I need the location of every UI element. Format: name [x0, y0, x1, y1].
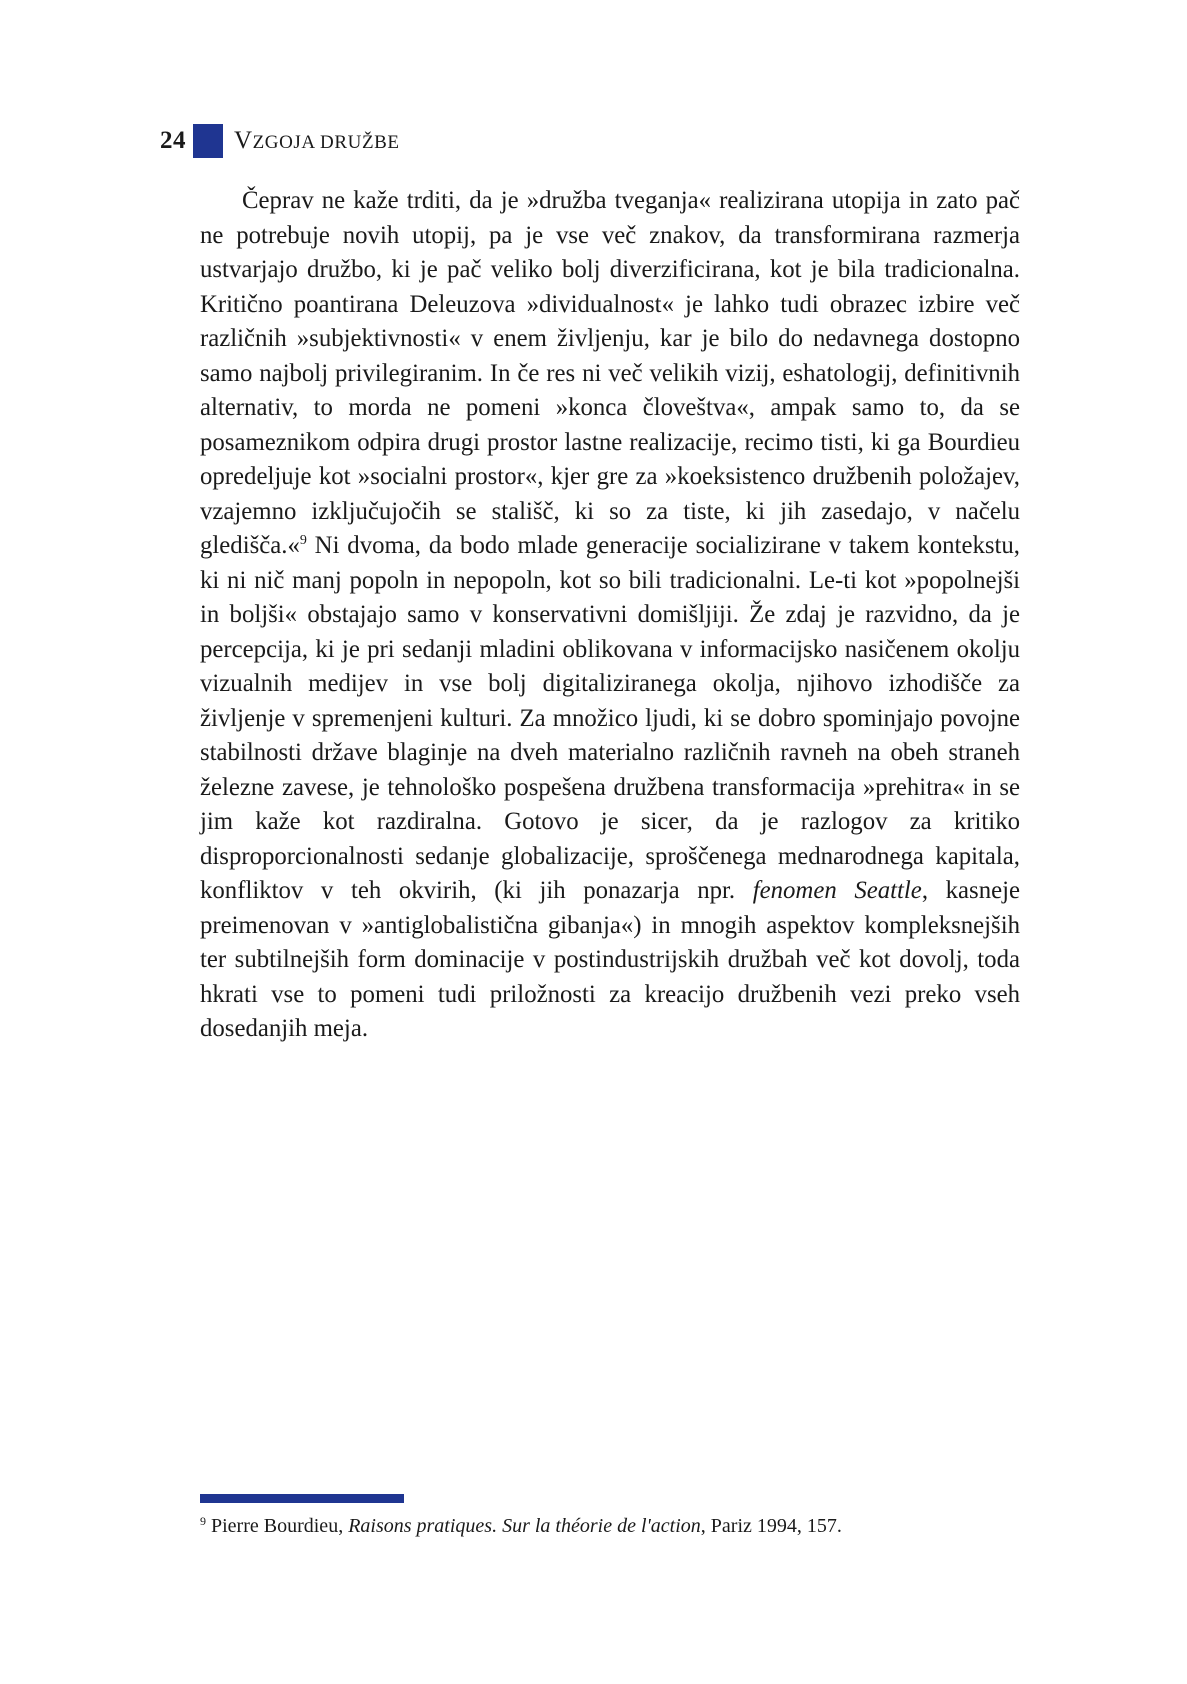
header-square-ornament: [193, 124, 223, 158]
footnote-book-title: Raisons pratiques. Sur la théorie de l'action: [348, 1515, 701, 1537]
footnote-separator-bar: [200, 1494, 404, 1503]
footnote-reference: 9: [299, 533, 307, 548]
footnote-author: Pierre Bourdieu,: [206, 1515, 349, 1537]
body-text-part-2: Ni dvoma, da bodo mlade generacije socializirane v takem kontekstu, ki ni nič manj popoln in nepopoln, kot so bili tradicionalni. Le-ti kot »popolnejši in boljši« obstajajo samo v konservativni domišljiji. Že zdaj je razvidno, da je percepcija, ki je pri sedanji mladini oblikovana v informacijsko nasičenem okolju vizualnih medijev in vse bolj digitaliziranega okolja, njihovo izhodišče za življenje v spremenjeni kulturi. Za množico ljudi, ki se dobro spominjajo povojne stabilnosti države blaginje na dveh materialno različnih ravneh na obeh straneh železne zavese, je tehnološko pospešena družbena transformacija »prehitra« in se jim kaže kot razdiralna. Gotovo je sicer, da je razlogov za kritiko disproporcionalnosti sedanje globalizacije, sproščenega mednarodnega kapitala, konfliktov v teh okvirih, (ki jih ponazarja npr.: [200, 532, 1020, 904]
footnote-number: 9: [200, 1514, 206, 1528]
running-head: [160, 124, 400, 158]
running-head-title-initial: V: [234, 127, 253, 154]
running-head-title: [234, 127, 400, 155]
body-text-part-3: , kasneje preimenovan v »antiglobalistična gibanja«) in mnogih aspektov kompleksnejših ter subtilnejših form dominacije v postindustrijskih družbah več kot dovolj, toda hkrati vse to pomeni tudi priložnosti za kreacijo družbenih vezi preko vseh dosedanjih meja.: [200, 877, 1020, 1042]
footnote-publication: , Pariz 1994, 157.: [700, 1515, 842, 1537]
page-number: 24: [160, 127, 186, 154]
footnote: [200, 1513, 1020, 1539]
running-head-title-rest: ZGOJA DRUŽBE: [252, 132, 400, 153]
body-paragraph: [200, 184, 1020, 1047]
body-text-part-1: Čeprav ne kaže trditi, da je »družba tveganja« realizirana utopija in zato pač ne potrebuje novih utopij, pa je vse več znakov, da transformirana razmerja ustvarjajo družbo, ki je pač veliko bolj diverzificirana, kot je bila tradicionalna. Kritično poantirana Deleuzova »dividualnost« je lahko tudi obrazec izbire več različnih »subjektivnosti« v enem življenju, kar je bilo do nedavnega dostopno samo najbolj privilegiranim. In če res ni več velikih vizij, eshatologij, definitivnih alternativ, to morda ne pomeni »konca človeštva«, ampak samo to, da se posameznikom odpira drugi prostor lastne realizacije, recimo tisti, ki ga Bourdieu opredeljuje kot »socialni prostor«, kjer gre za »koeksistenco družbenih položajev, vzajemno izključujočih se stališč, ki so za tiste, ki jih zasedajo, v načelu gledišča.«: [200, 187, 1020, 559]
italic-term: fenomen Seattle: [752, 877, 922, 904]
